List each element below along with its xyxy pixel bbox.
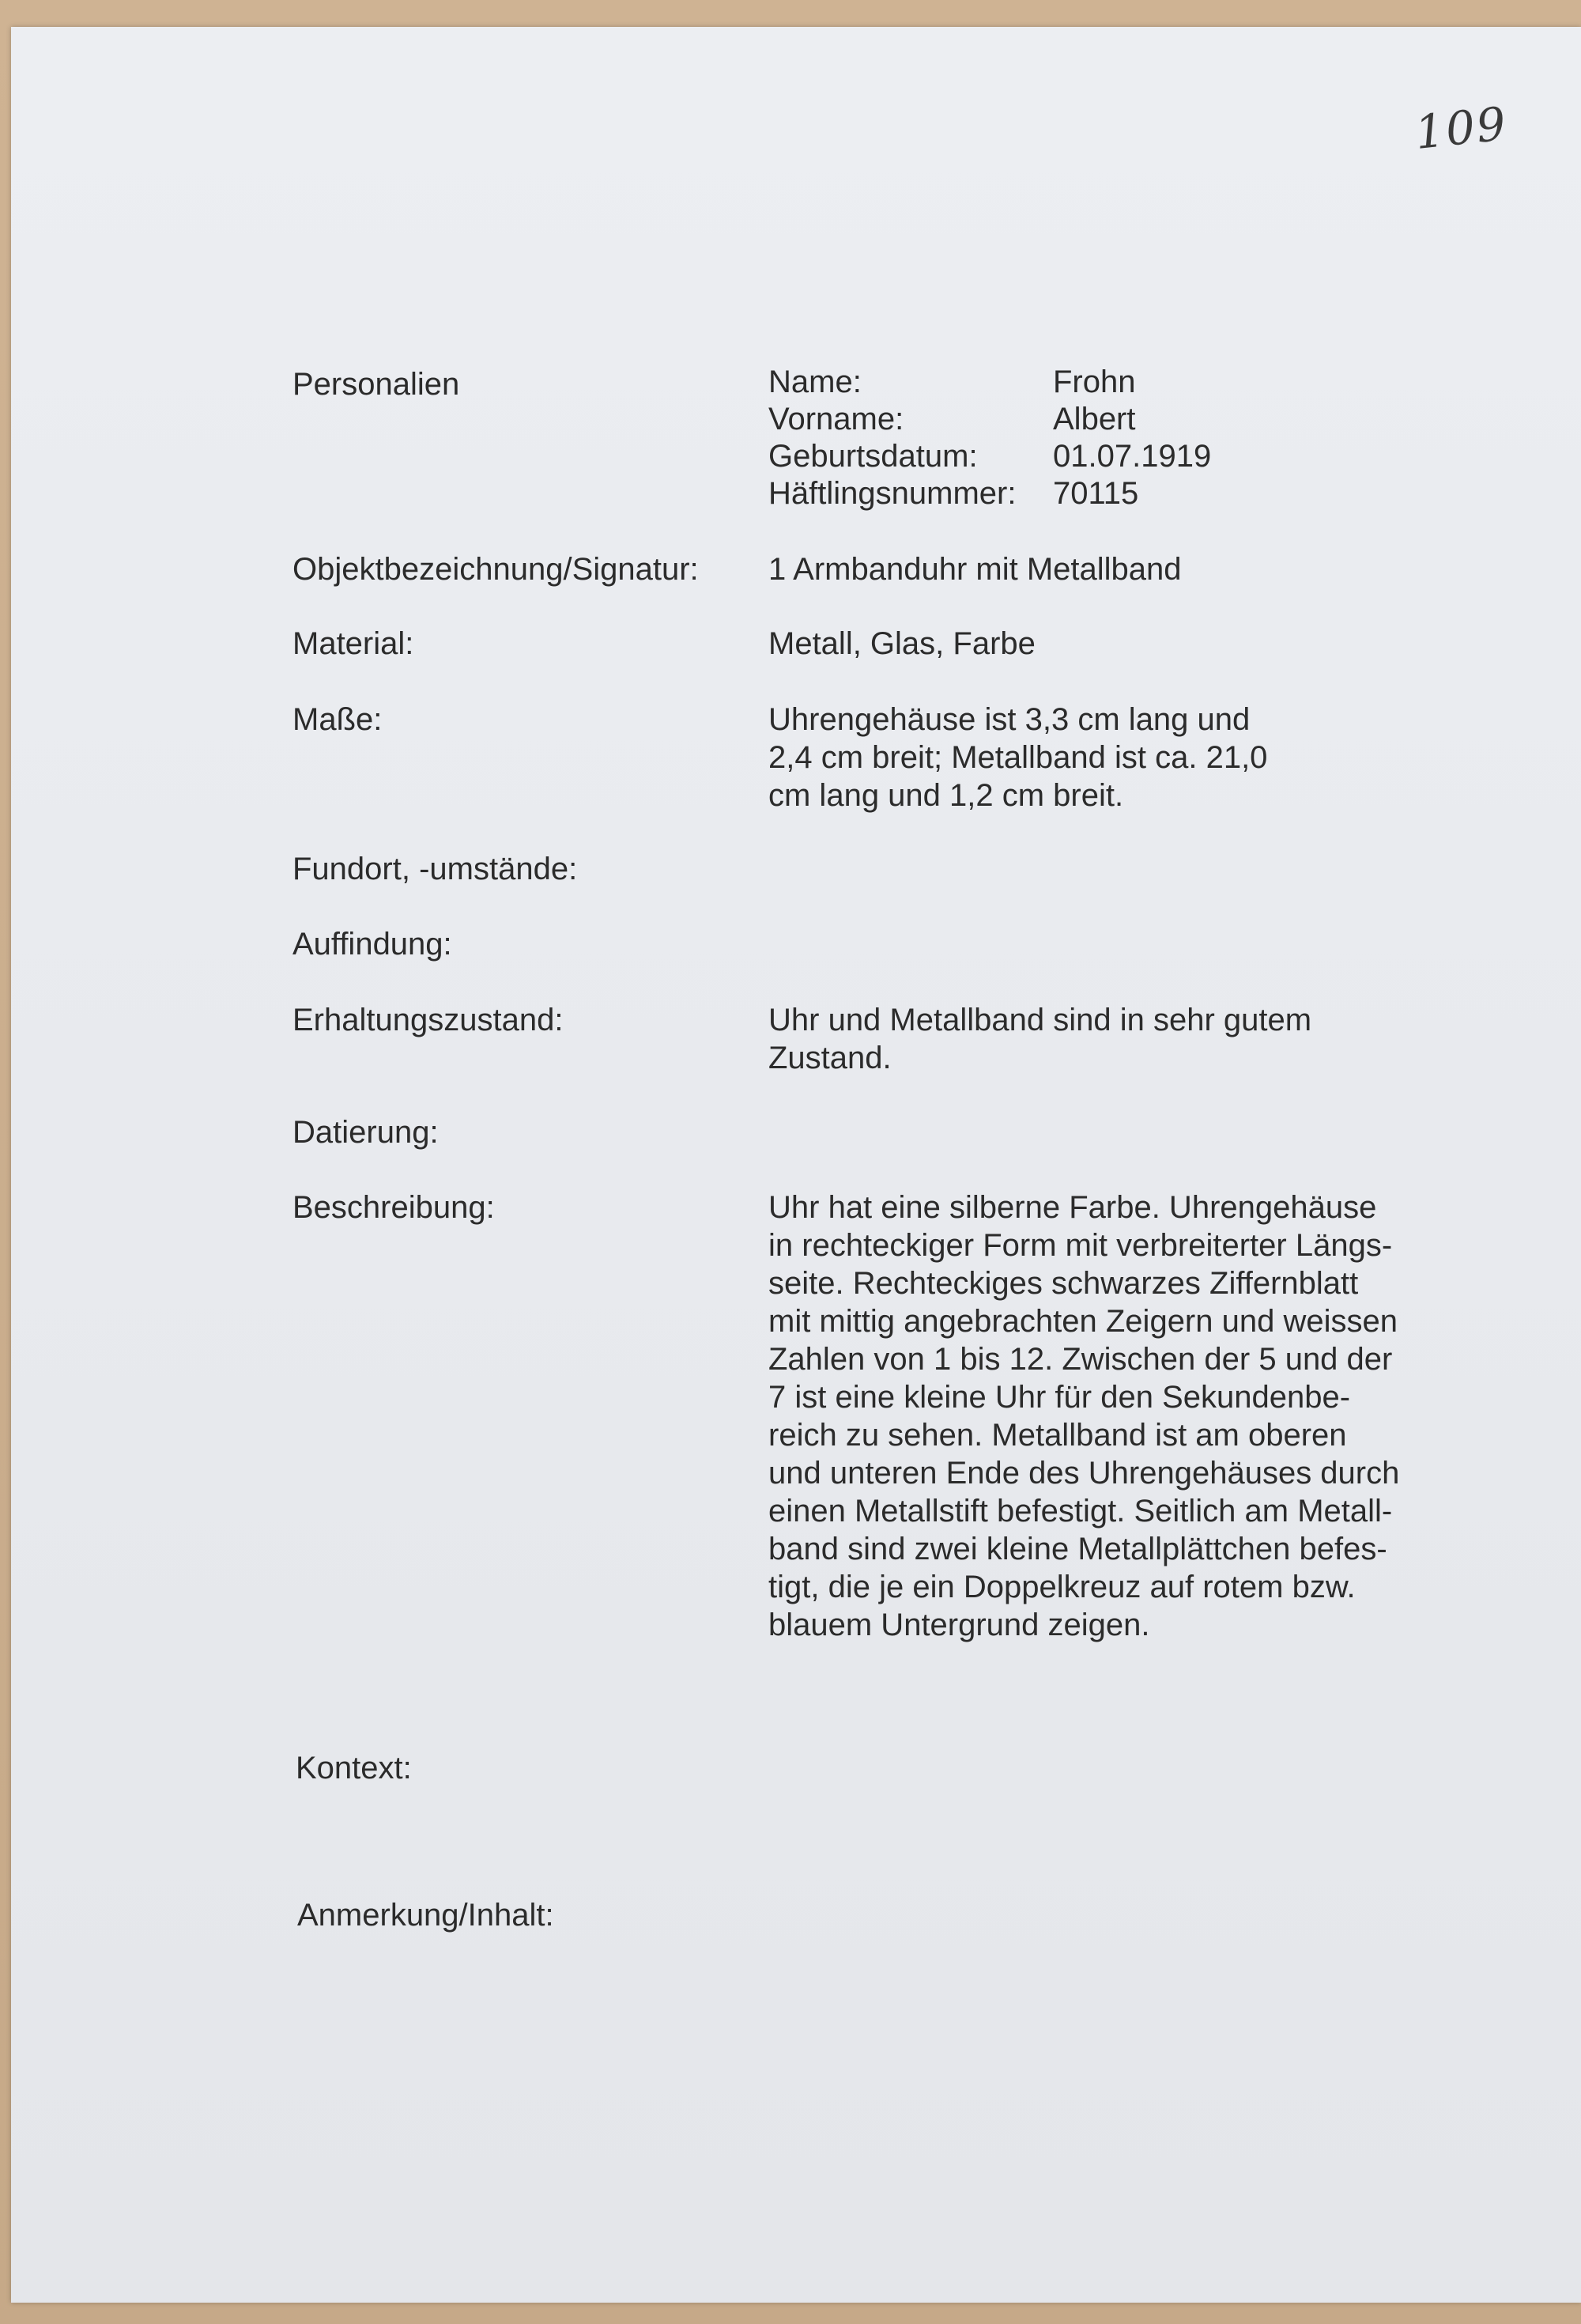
value-objektbezeichnung: 1 Armbanduhr mit Metallband (768, 552, 1182, 587)
label-beschreibung: Beschreibung: (292, 1190, 495, 1225)
label-masse: Maße: (292, 702, 383, 737)
label-fundort: Fundort, -umstände: (292, 852, 578, 886)
value-haeftlingsnummer: 70115 (1053, 476, 1139, 511)
label-kontext: Kontext: (296, 1751, 412, 1786)
label-personalien: Personalien (292, 367, 460, 402)
handwritten-page-number: 109 (1412, 96, 1510, 160)
label-objektbezeichnung: Objektbezeichnung/Signatur: (292, 552, 699, 587)
label-haeftlingsnummer: Häftlingsnummer: (768, 476, 1017, 511)
personalien-fields (768, 364, 1290, 512)
value-name: Frohn (1053, 365, 1136, 399)
value-beschreibung: Uhr hat eine silberne Farbe. Uhrengehäuse in rechteckiger Form mit verbreiterter Längs- seite. Rechteckiges schwarzes Ziffernblatt mit mittig angebrachten Zeigern und weissen Zahlen von 1 bis 12. Zwischen der 5 und der 7 ist eine kleine Uhr für den Sekundenbe- reich zu sehen. Metallband ist am oberen und unteren Ende des Uhrengehäuses durch einen Metallstift befestigt. Seitlich am Metall- band sind zwei kleine Metallplättchen befes- tigt, die je ein Doppelkreuz auf rotem bzw. blauem Untergrund zeigen. (768, 1190, 1400, 1642)
label-vorname: Vorname: (768, 402, 904, 436)
value-masse: Uhrengehäuse ist 3,3 cm lang und 2,4 cm breit; Metallband ist ca. 21,0 cm lang und 1,2 cm breit. (768, 702, 1268, 813)
label-erhaltungszustand: Erhaltungszustand: (292, 1003, 564, 1037)
value-material: Metall, Glas, Farbe (768, 626, 1036, 661)
value-erhaltungszustand: Uhr und Metallband sind in sehr gutem Zustand. (768, 1003, 1312, 1075)
value-geburtsdatum: 01.07.1919 (1053, 439, 1212, 474)
label-auffindung: Auffindung: (292, 927, 452, 962)
value-vorname: Albert (1053, 402, 1136, 436)
label-anmerkung: Anmerkung/Inhalt: (297, 1898, 554, 1933)
label-material: Material: (292, 626, 414, 661)
label-geburtsdatum: Geburtsdatum: (768, 439, 978, 474)
label-name: Name: (768, 365, 862, 399)
label-datierung: Datierung: (292, 1115, 439, 1150)
